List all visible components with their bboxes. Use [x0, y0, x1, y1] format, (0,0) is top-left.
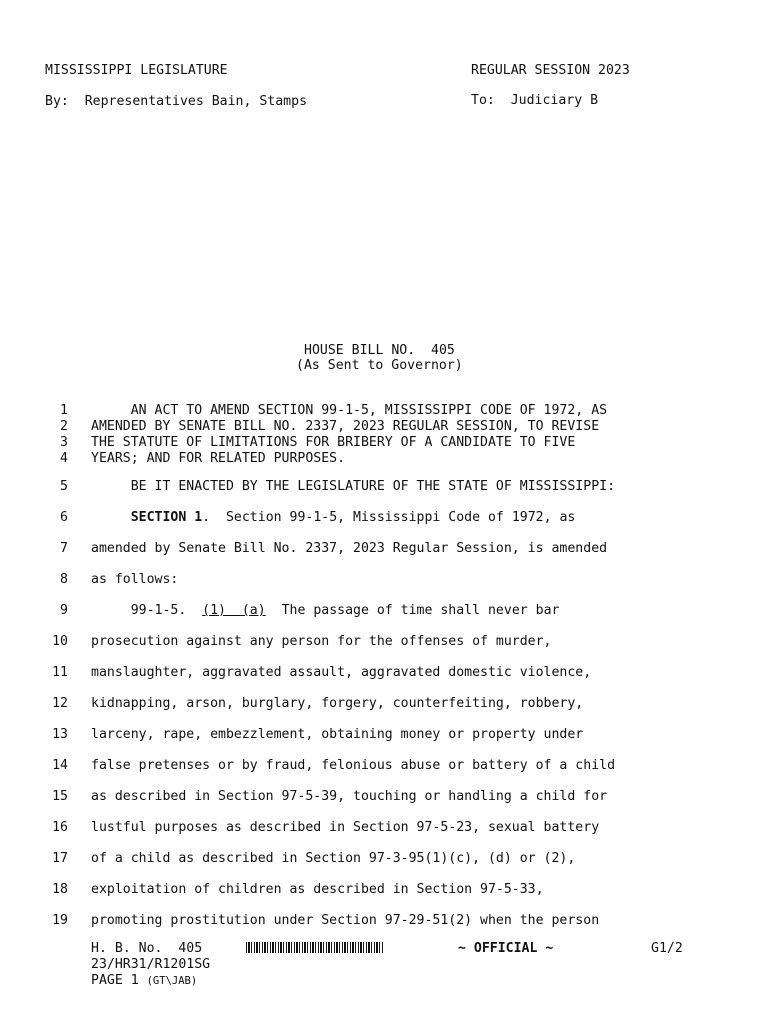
line-number: 19 — [52, 913, 68, 928]
bill-line — [91, 403, 607, 419]
line-text: BE IT ENACTED BY THE LEGISLATURE OF THE STATE OF MISSISSIPPI: — [91, 479, 616, 494]
line-text: lustful purposes as described in Section 97-5-23, sexual battery — [91, 820, 600, 835]
line-number: 11 — [52, 665, 68, 680]
bill-line — [91, 541, 607, 557]
bill-line — [91, 727, 583, 743]
bill-line — [91, 696, 583, 712]
committee: To: Judiciary B — [471, 93, 599, 108]
line-number: 7 — [60, 541, 68, 556]
page-label: PAGE 1 — [91, 973, 139, 988]
line-indent — [91, 510, 131, 525]
line-number: 6 — [60, 510, 68, 525]
initials: (GT\JAB) — [146, 975, 198, 987]
sponsors: By: Representatives Bain, Stamps — [45, 94, 308, 109]
bill-line — [91, 789, 607, 805]
bill-line — [91, 572, 178, 588]
barcode — [246, 942, 384, 953]
line-text: YEARS; AND FOR RELATED PURPOSES. — [91, 451, 346, 466]
line-text: of a child as described in Section 97-3-95(1)(c), (d) or (2), — [91, 851, 576, 866]
line-number: 16 — [52, 820, 68, 835]
line-number: 18 — [52, 882, 68, 897]
line-text: AMENDED BY SENATE BILL NO. 2337, 2023 REGULAR SESSION, TO REVISE — [91, 419, 600, 434]
line-number: 4 — [60, 451, 68, 466]
line-number: 15 — [52, 789, 68, 804]
line-text: amended by Senate Bill No. 2337, 2023 Regular Session, is amended — [91, 541, 608, 556]
line-text: The passage of time shall never bar — [265, 603, 560, 618]
line-number: 13 — [52, 727, 68, 742]
bill-line — [91, 913, 599, 929]
bill-line — [91, 419, 599, 435]
line-text: promoting prostitution under Section 97-29-51(2) when the person — [91, 913, 600, 928]
line-number: 10 — [52, 634, 68, 649]
bill-line — [91, 603, 559, 619]
line-number: 2 — [60, 419, 68, 434]
line-number: 17 — [52, 851, 68, 866]
section-heading: SECTION 1 — [130, 510, 203, 525]
line-number: 8 — [60, 572, 68, 587]
official-label: ~ OFFICIAL ~ — [458, 941, 554, 956]
bill-line — [91, 882, 544, 898]
bill-line — [91, 820, 599, 836]
legislature-name: MISSISSIPPI LEGISLATURE — [45, 63, 228, 78]
footer-code: G1/2 — [651, 941, 683, 956]
line-text: as described in Section 97-5-39, touching or handling a child for — [91, 789, 608, 804]
line-text: larceny, rape, embezzlement, obtaining money or property under — [91, 727, 584, 742]
line-number: 1 — [60, 403, 68, 418]
session-label: REGULAR SESSION 2023 — [471, 63, 630, 78]
bill-line — [91, 665, 591, 681]
bill-status: (As Sent to Governor) — [296, 358, 463, 373]
bill-line — [91, 851, 575, 867]
line-number: 14 — [52, 758, 68, 773]
line-text: manslaughter, aggravated assault, aggravated domestic violence, — [91, 665, 592, 680]
bill-line — [91, 479, 615, 495]
page-number — [91, 973, 197, 989]
bill-line — [91, 634, 552, 650]
line-indent: 99-1-5. — [91, 603, 203, 618]
line-number: 12 — [52, 696, 68, 711]
document-id: 23/HR31/R1201SG — [91, 957, 211, 972]
line-number: 9 — [60, 603, 68, 618]
bill-number: HOUSE BILL NO. 405 — [304, 343, 455, 358]
bill-line — [91, 510, 575, 526]
line-number: 5 — [60, 479, 68, 494]
line-text: false pretenses or by fraud, felonious abuse or battery of a child — [91, 758, 616, 773]
bill-line — [91, 435, 575, 451]
bill-line — [91, 758, 615, 774]
line-text: exploitation of children as described in Section 97-5-33, — [91, 882, 544, 897]
line-text: AN ACT TO AMEND SECTION 99-1-5, MISSISSIPPI CODE OF 1972, AS — [91, 403, 608, 418]
line-text: . Section 99-1-5, Mississippi Code of 1972, as — [202, 510, 576, 525]
line-text: as follows: — [91, 572, 179, 587]
line-text: kidnapping, arson, burglary, forgery, counterfeiting, robbery, — [91, 696, 584, 711]
line-text: prosecution against any person for the offenses of murder, — [91, 634, 552, 649]
line-text: THE STATUTE OF LIMITATIONS FOR BRIBERY OF A CANDIDATE TO FIVE — [91, 435, 576, 450]
bill-line — [91, 451, 345, 467]
footer-bill-number: H. B. No. 405 — [91, 941, 203, 956]
line-number: 3 — [60, 435, 68, 450]
underlined-amendment: (1) (a) — [202, 603, 266, 618]
